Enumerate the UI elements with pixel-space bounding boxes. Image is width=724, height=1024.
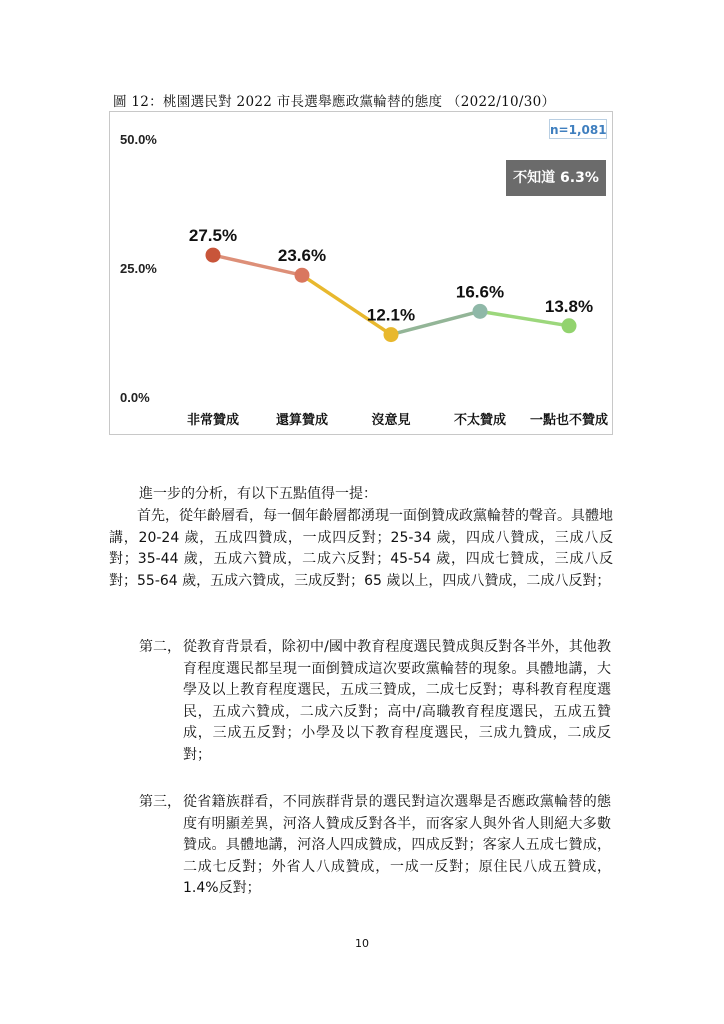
age-analysis-paragraph: 首先，從年齡層看，每一個年齡層都湧現一面倒贊成政黨輪替的聲音。具體地講，20-24 歲，五成四贊成，一成四反對；25-34 歲，四成八贊成，三成八反對；35-44 歲，五成六贊成，二成六反對；45-54 歲，四成七贊成，三成八反對；55-64 歲，五成六贊成，三成反對；65 歲以上，四成八贊成，二成八反對； xyxy=(109,508,613,589)
data-point xyxy=(473,304,488,319)
data-point xyxy=(206,248,221,263)
data-label: 12.1% xyxy=(366,305,416,325)
x-category-label: 沒意見 xyxy=(371,413,411,428)
data-label: 27.5% xyxy=(188,226,238,246)
x-category-label: 不太贊成 xyxy=(453,413,507,428)
data-label: 13.8% xyxy=(544,296,594,316)
data-point xyxy=(562,318,577,333)
data-label: 23.6% xyxy=(277,246,327,266)
sample-size-badge: n=1,081 xyxy=(549,119,607,139)
figure-caption: 圖 12：桃園選民對 2022 市長選舉應政黨輪替的態度 （2022/10/30） xyxy=(113,94,556,110)
x-category-label: 一點也不贊成 xyxy=(529,413,609,428)
item-marker: 第二， xyxy=(139,639,181,655)
education-analysis-item xyxy=(139,637,611,769)
y-tick-label: 50.0% xyxy=(120,132,157,147)
ethnicity-analysis-item xyxy=(139,792,611,904)
item-marker: 第三， xyxy=(139,794,181,810)
dont-know-badge: 不知道 6.3% xyxy=(506,160,606,196)
y-tick-label: 0.0% xyxy=(120,390,150,405)
y-tick-label: 25.0% xyxy=(120,261,157,276)
intro-paragraph: 進一步的分析，有以下五點值得一提： xyxy=(139,486,377,502)
item-text: 從教育背景看，除初中/國中教育程度選民贊成與反對各半外，其他教育程度選民都呈現一面倒贊成這次要政黨輪替的現象。具體地講，大學及以上教育程度選民，五成三贊成，二成七反對；專科教育程度選民，五成六贊成，二成六反對；高中/高職教育程度選民，五成五贊成，三成五反對；小學及以下教育程度選民，三成九贊成，二成反對； xyxy=(183,639,611,763)
item-text: 從省籍族群看，不同族群背景的選民對這次選舉是否應政黨輪替的態度有明顯差異，河洛人贊成反對各半，而客家人與外省人則絕大多數贊成。具體地講，河洛人四成贊成，四成反對；客家人五成七贊成，二成七反對；外省人八成贊成，一成一反對；原住民八成五贊成，1.4%反對； xyxy=(183,794,611,896)
data-point xyxy=(384,327,399,342)
page-number: 10 xyxy=(355,937,369,950)
data-point xyxy=(295,268,310,283)
x-category-label: 還算贊成 xyxy=(275,413,329,428)
data-label: 16.6% xyxy=(455,282,505,302)
x-category-label: 非常贊成 xyxy=(186,413,240,428)
